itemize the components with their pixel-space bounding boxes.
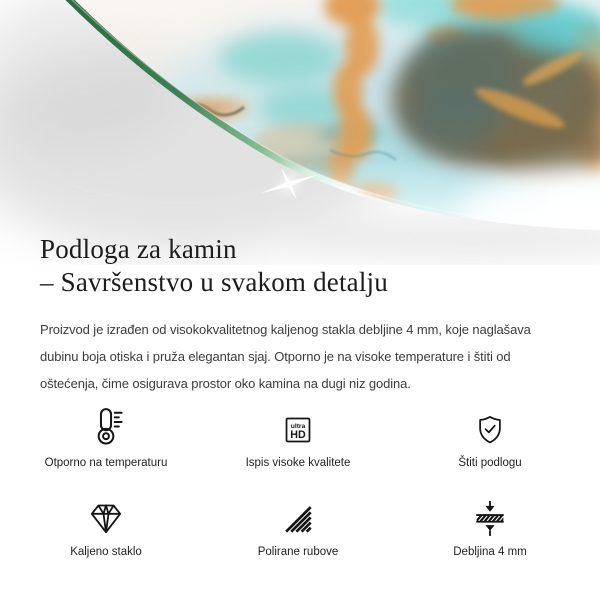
page-title	[40, 233, 570, 299]
thickness-icon	[470, 492, 510, 538]
polished-edges-icon	[279, 492, 317, 538]
feature-label: Otporno na temperaturu	[44, 457, 168, 469]
title-line-2: – Savršenstvo u svakom detalju	[40, 267, 388, 297]
product-image	[0, 0, 600, 265]
feature-thickness	[394, 492, 586, 559]
feature-tempered-glass	[10, 492, 202, 559]
feature-print-quality	[202, 403, 394, 470]
product-info	[40, 233, 570, 397]
product-description: Proizvod je izrađen od visokokvalitetnog kaljenog stakla debljine 4 mm, koje naglašava dubinu boja otiska i pruža elegantan sjaj. Otporno je na visoke temperature i štiti od oštećenja, čime osigurava prostor oko kamina na dugi niz godina.	[40, 322, 531, 391]
ultra-hd-icon	[279, 403, 317, 449]
diamond-icon	[86, 492, 126, 538]
shield-check-icon	[471, 403, 509, 449]
feature-polished-edges	[202, 492, 394, 559]
feature-label: Debljina 4 mm	[453, 546, 527, 558]
title-line-1: Podloga za kamin	[40, 234, 237, 264]
thermometer-icon	[84, 403, 128, 449]
feature-temperature	[10, 403, 202, 470]
feature-protects	[394, 403, 586, 470]
feature-label: Ispis visoke kvalitete	[245, 457, 351, 469]
feature-label: Polirane rubove	[257, 546, 339, 558]
svg-text:HD: HD	[290, 428, 306, 441]
svg-text:ultra: ultra	[290, 423, 306, 431]
feature-grid	[10, 403, 586, 559]
feature-label: Kaljeno staklo	[70, 546, 142, 558]
feature-label: Štiti podlogu	[458, 457, 522, 469]
